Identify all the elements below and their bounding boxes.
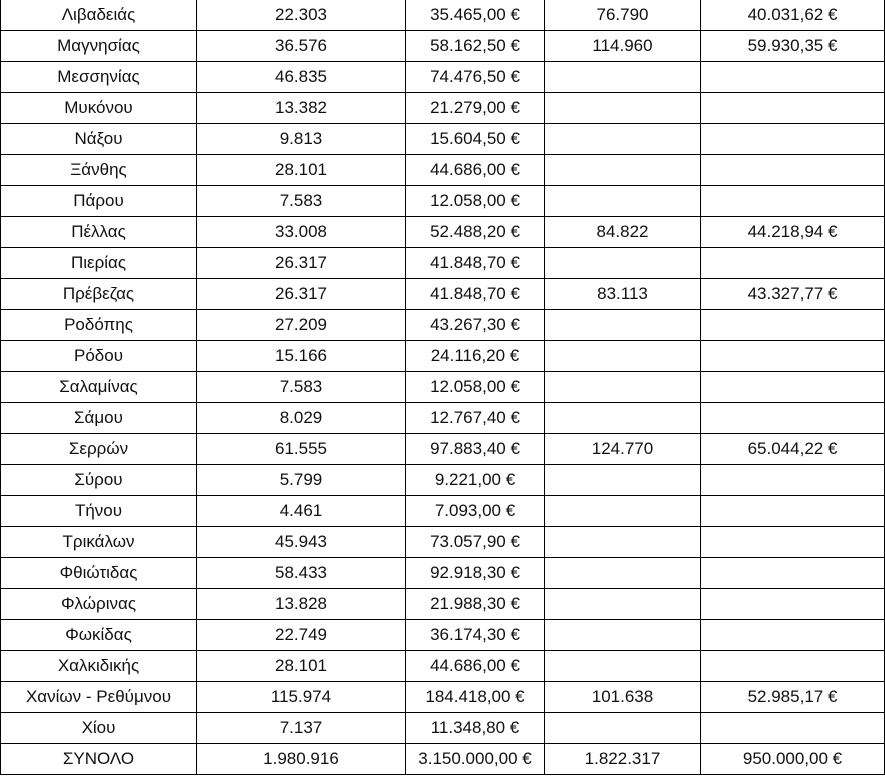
table-row xyxy=(1,589,885,620)
table-row xyxy=(1,310,885,341)
amount-cell: 44.686,00 € xyxy=(406,651,545,682)
secondary-population-cell: 76.790 xyxy=(545,0,701,31)
region-cell: Ρόδου xyxy=(1,341,197,372)
secondary-amount-cell xyxy=(701,403,885,434)
secondary-amount-cell xyxy=(701,248,885,279)
secondary-amount-cell: 43.327,77 € xyxy=(701,279,885,310)
secondary-amount-cell xyxy=(701,341,885,372)
population-cell: 13.382 xyxy=(197,93,406,124)
population-cell: 8.029 xyxy=(197,403,406,434)
amount-cell: 73.057,90 € xyxy=(406,527,545,558)
secondary-population-cell xyxy=(545,186,701,217)
secondary-amount-cell xyxy=(701,372,885,403)
table-row xyxy=(1,682,885,713)
region-cell: Σάμου xyxy=(1,403,197,434)
secondary-population-cell xyxy=(545,124,701,155)
amount-cell: 52.488,20 € xyxy=(406,217,545,248)
table-row xyxy=(1,713,885,744)
amount-cell: 15.604,50 € xyxy=(406,124,545,155)
secondary-population-cell xyxy=(545,589,701,620)
population-cell: 7.583 xyxy=(197,186,406,217)
table-row xyxy=(1,620,885,651)
amount-cell: 7.093,00 € xyxy=(406,496,545,527)
amount-cell: 9.221,00 € xyxy=(406,465,545,496)
secondary-amount-cell xyxy=(701,62,885,93)
amount-cell: 58.162,50 € xyxy=(406,31,545,62)
population-cell: 28.101 xyxy=(197,651,406,682)
region-cell: Σαλαμίνας xyxy=(1,372,197,403)
secondary-population-cell xyxy=(545,713,701,744)
population-cell: 9.813 xyxy=(197,124,406,155)
population-cell: 26.317 xyxy=(197,248,406,279)
secondary-amount-cell: 44.218,94 € xyxy=(701,217,885,248)
secondary-population-cell: 101.638 xyxy=(545,682,701,713)
population-cell: 15.166 xyxy=(197,341,406,372)
secondary-population-cell xyxy=(545,496,701,527)
table-row xyxy=(1,31,885,62)
amount-cell: 24.116,20 € xyxy=(406,341,545,372)
secondary-population-cell xyxy=(545,155,701,186)
table-row xyxy=(1,248,885,279)
population-cell: 22.303 xyxy=(197,0,406,31)
table-row xyxy=(1,217,885,248)
secondary-population-cell: 83.113 xyxy=(545,279,701,310)
secondary-amount-cell xyxy=(701,310,885,341)
table-row xyxy=(1,341,885,372)
population-cell: 7.583 xyxy=(197,372,406,403)
secondary-population-cell xyxy=(545,620,701,651)
secondary-amount-cell xyxy=(701,186,885,217)
secondary-population-cell xyxy=(545,558,701,589)
region-cell: Μεσσηνίας xyxy=(1,62,197,93)
table-row xyxy=(1,93,885,124)
population-cell: 13.828 xyxy=(197,589,406,620)
amount-cell: 21.988,30 € xyxy=(406,589,545,620)
amount-cell: 12.058,00 € xyxy=(406,372,545,403)
secondary-amount-cell xyxy=(701,527,885,558)
secondary-population-cell xyxy=(545,310,701,341)
secondary-population-cell xyxy=(545,341,701,372)
secondary-amount-cell: 65.044,22 € xyxy=(701,434,885,465)
table-row xyxy=(1,62,885,93)
total-row xyxy=(1,744,885,775)
region-cell: Τήνου xyxy=(1,496,197,527)
amount-cell: 74.476,50 € xyxy=(406,62,545,93)
table-row xyxy=(1,403,885,434)
population-cell: 1.980.916 xyxy=(197,744,406,775)
region-cell: Χανίων - Ρεθύμνου xyxy=(1,682,197,713)
secondary-population-cell xyxy=(545,248,701,279)
secondary-population-cell xyxy=(545,372,701,403)
amount-cell: 92.918,30 € xyxy=(406,558,545,589)
region-cell: Μυκόνου xyxy=(1,93,197,124)
region-cell: Χαλκιδικής xyxy=(1,651,197,682)
amount-cell: 11.348,80 € xyxy=(406,713,545,744)
region-cell: Πάρου xyxy=(1,186,197,217)
amount-cell: 97.883,40 € xyxy=(406,434,545,465)
secondary-population-cell xyxy=(545,465,701,496)
region-cell: Φωκίδας xyxy=(1,620,197,651)
secondary-population-cell xyxy=(545,93,701,124)
amount-cell: 21.279,00 € xyxy=(406,93,545,124)
secondary-amount-cell xyxy=(701,651,885,682)
table-row xyxy=(1,651,885,682)
table-row xyxy=(1,496,885,527)
secondary-amount-cell xyxy=(701,589,885,620)
secondary-population-cell: 1.822.317 xyxy=(545,744,701,775)
secondary-amount-cell xyxy=(701,93,885,124)
secondary-amount-cell: 40.031,62 € xyxy=(701,0,885,31)
region-cell: Πρέβεζας xyxy=(1,279,197,310)
population-cell: 33.008 xyxy=(197,217,406,248)
population-cell: 26.317 xyxy=(197,279,406,310)
population-cell: 46.835 xyxy=(197,62,406,93)
region-cell: Φλώρινας xyxy=(1,589,197,620)
amount-cell: 35.465,00 € xyxy=(406,0,545,31)
region-cell: Νάξου xyxy=(1,124,197,155)
population-cell: 58.433 xyxy=(197,558,406,589)
secondary-amount-cell xyxy=(701,465,885,496)
population-cell: 5.799 xyxy=(197,465,406,496)
amount-cell: 41.848,70 € xyxy=(406,279,545,310)
population-cell: 28.101 xyxy=(197,155,406,186)
table-row xyxy=(1,155,885,186)
secondary-amount-cell: 59.930,35 € xyxy=(701,31,885,62)
region-cell: Σύρου xyxy=(1,465,197,496)
secondary-amount-cell xyxy=(701,155,885,186)
region-cell: ΣΥΝΟΛΟ xyxy=(1,744,197,775)
table-row xyxy=(1,279,885,310)
population-cell: 36.576 xyxy=(197,31,406,62)
secondary-population-cell xyxy=(545,527,701,558)
secondary-population-cell: 114.960 xyxy=(545,31,701,62)
secondary-amount-cell: 950.000,00 € xyxy=(701,744,885,775)
table-row xyxy=(1,465,885,496)
population-cell: 115.974 xyxy=(197,682,406,713)
amount-cell: 184.418,00 € xyxy=(406,682,545,713)
population-cell: 4.461 xyxy=(197,496,406,527)
population-cell: 22.749 xyxy=(197,620,406,651)
table-body xyxy=(1,0,885,775)
secondary-population-cell: 84.822 xyxy=(545,217,701,248)
table-row xyxy=(1,0,885,31)
table-row xyxy=(1,527,885,558)
secondary-amount-cell xyxy=(701,620,885,651)
amount-cell: 12.058,00 € xyxy=(406,186,545,217)
region-cell: Τρικάλων xyxy=(1,527,197,558)
secondary-population-cell xyxy=(545,403,701,434)
population-cell: 61.555 xyxy=(197,434,406,465)
secondary-population-cell: 124.770 xyxy=(545,434,701,465)
population-cell: 27.209 xyxy=(197,310,406,341)
table-row xyxy=(1,124,885,155)
amount-cell: 44.686,00 € xyxy=(406,155,545,186)
secondary-amount-cell: 52.985,17 € xyxy=(701,682,885,713)
table-row xyxy=(1,372,885,403)
region-cell: Λιβαδειάς xyxy=(1,0,197,31)
population-cell: 45.943 xyxy=(197,527,406,558)
secondary-amount-cell xyxy=(701,713,885,744)
amount-cell: 3.150.000,00 € xyxy=(406,744,545,775)
amount-cell: 12.767,40 € xyxy=(406,403,545,434)
region-cell: Χίου xyxy=(1,713,197,744)
population-cell: 7.137 xyxy=(197,713,406,744)
region-cell: Ξάνθης xyxy=(1,155,197,186)
region-cell: Φθιώτιδας xyxy=(1,558,197,589)
secondary-population-cell xyxy=(545,62,701,93)
amount-cell: 41.848,70 € xyxy=(406,248,545,279)
amount-cell: 36.174,30 € xyxy=(406,620,545,651)
secondary-amount-cell xyxy=(701,558,885,589)
table-row xyxy=(1,186,885,217)
table-row xyxy=(1,434,885,465)
region-cell: Ροδόπης xyxy=(1,310,197,341)
secondary-population-cell xyxy=(545,651,701,682)
secondary-amount-cell xyxy=(701,124,885,155)
table-row xyxy=(1,558,885,589)
region-cell: Πέλλας xyxy=(1,217,197,248)
region-cell: Σερρών xyxy=(1,434,197,465)
amount-cell: 43.267,30 € xyxy=(406,310,545,341)
secondary-amount-cell xyxy=(701,496,885,527)
region-cell: Μαγνησίας xyxy=(1,31,197,62)
region-cell: Πιερίας xyxy=(1,248,197,279)
